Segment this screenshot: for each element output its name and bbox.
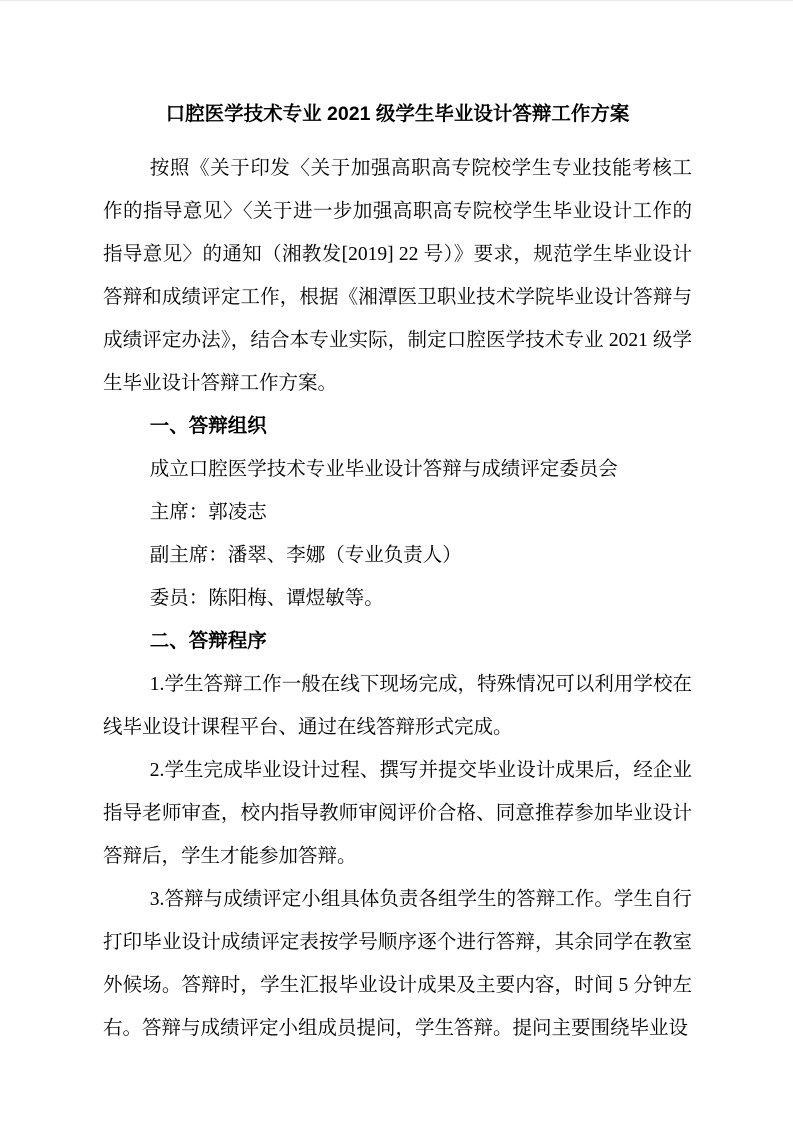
intro-paragraph: 按照《关于印发〈关于加强高职高专院校学生专业技能考核工作的指导意见〉〈关于进一步加强高职高专院校学生毕业设计工作的指导意见〉的通知（湘教发[2019] 22 号）》要求，规范学生毕业设计答辩和成绩评定工作，根据《湘潭医卫职业技术学院毕业设计答辩与成绩评定办法》，结合本专业实际，制定口腔医学技术专业 2021 级学生毕业设计答辩工作方案。 [103, 158, 692, 394]
section-heading-defense-procedure: 二、答辩程序 [149, 630, 267, 652]
vice-chair-line: 副主席：潘翠、李娜（专业负责人） [149, 545, 462, 566]
procedure-step-2: 2.学生完成毕业设计过程、撰写并提交毕业设计成果后，经企业指导老师审查，校内指导教师审阅评价合格、同意推荐参加毕业设计答辩后，学生才能参加答辩。 [103, 760, 692, 867]
document-title: 口腔医学技术专业 2021 级学生毕业设计答辩工作方案 [165, 103, 630, 125]
procedure-step-1: 1.学生答辩工作一般在线下现场完成，特殊情况可以利用学校在线毕业设计课程平台、通过在线答辩形式完成。 [103, 674, 692, 738]
members-line: 委员：陈阳梅、谭煜敏等。 [149, 588, 384, 609]
section-heading-defense-organization: 一、答辩组织 [149, 415, 267, 437]
chair-line: 主席：郭凌志 [149, 502, 267, 523]
procedure-step-3: 3.答辩与成绩评定小组具体负责各组学生的答辩工作。学生自行打印毕业设计成绩评定表按学号顺序逐个进行答辩，其余同学在教室外候场。答辩时，学生汇报毕业设计成果及主要内容，时间 5 分钟左右。答辩与成绩评定小组成员提问，学生答辩。提问主要围绕毕业设 [103, 889, 692, 1039]
committee-establishment-line: 成立口腔医学技术专业毕业设计答辩与成绩评定委员会 [149, 459, 618, 480]
